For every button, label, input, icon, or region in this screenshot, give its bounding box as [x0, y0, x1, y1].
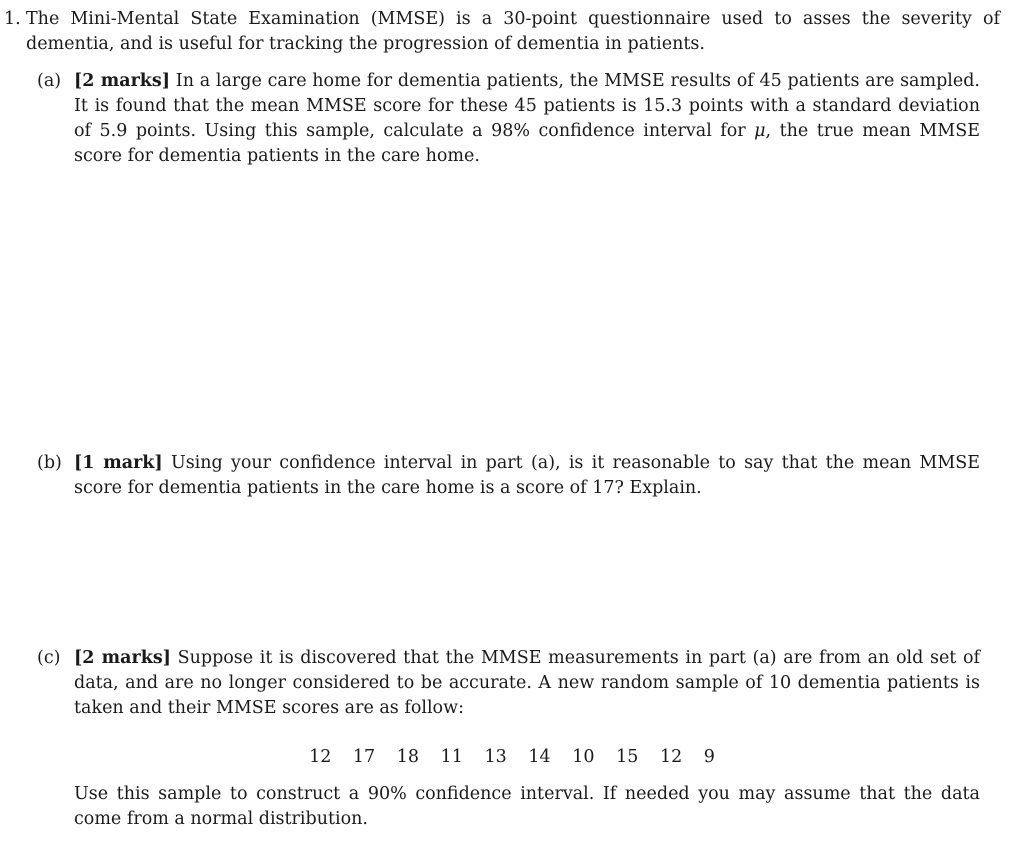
score-value: 10	[572, 747, 595, 767]
score-value: 11	[440, 747, 463, 767]
part-c	[37, 646, 980, 721]
part-c-marks: [2 marks]	[74, 648, 171, 668]
part-b-marks: [1 mark]	[74, 453, 163, 473]
part-b-text: Using your confidence interval in part (a), is it reasonable to say that the mean MMSE score for dementia patients in the care home is a score of 17? Explain.	[74, 453, 981, 498]
score-value: 14	[528, 747, 551, 767]
question-intro-text: The Mini-Mental State Examination (MMSE) is a 30-point questionnaire used to asses the severity of dementia, and is useful for tracking the progression of dementia in patients.	[26, 9, 1000, 54]
question-number: 1.	[4, 9, 21, 29]
part-a	[37, 69, 980, 169]
scores-row	[0, 745, 1024, 770]
part-b	[37, 451, 981, 501]
score-value: 12	[309, 747, 332, 767]
score-value: 13	[484, 747, 507, 767]
part-c-label: (c)	[37, 648, 61, 668]
score-value: 15	[616, 747, 639, 767]
score-value: 12	[659, 747, 683, 767]
question-1	[0, 7, 1000, 57]
part-a-label: (a)	[37, 71, 62, 91]
question-intro	[0, 7, 1000, 57]
score-value: 9	[703, 747, 715, 767]
part-c-instruction: Use this sample to construct a 90% confidence interval. If needed you may assume that the data come from a normal distribution.	[74, 784, 980, 829]
part-b-label: (b)	[37, 453, 62, 473]
mu-symbol: μ	[754, 121, 766, 141]
part-a-text: In a large care home for dementia patients, the MMSE results of 45 patients are sampled. It is found that the mean MMSE score for these 45 patients is 15.3 points with a standard deviation of 5.9 points. Using this sample, calculate a 98% confidence interval for	[74, 71, 980, 141]
part-a-marks: [2 marks]	[74, 71, 171, 91]
score-value: 18	[396, 747, 420, 767]
part-c-text: Suppose it is discovered that the MMSE measurements in part (a) are from an old set of data, and are no longer considered to be accurate. A new random sample of 10 dementia patients is taken and their MMSE scores are as follow:	[74, 648, 980, 718]
part-a-text-end: , the true mean MMSE score for dementia patients in the care home.	[74, 121, 980, 166]
score-value: 17	[352, 747, 376, 767]
